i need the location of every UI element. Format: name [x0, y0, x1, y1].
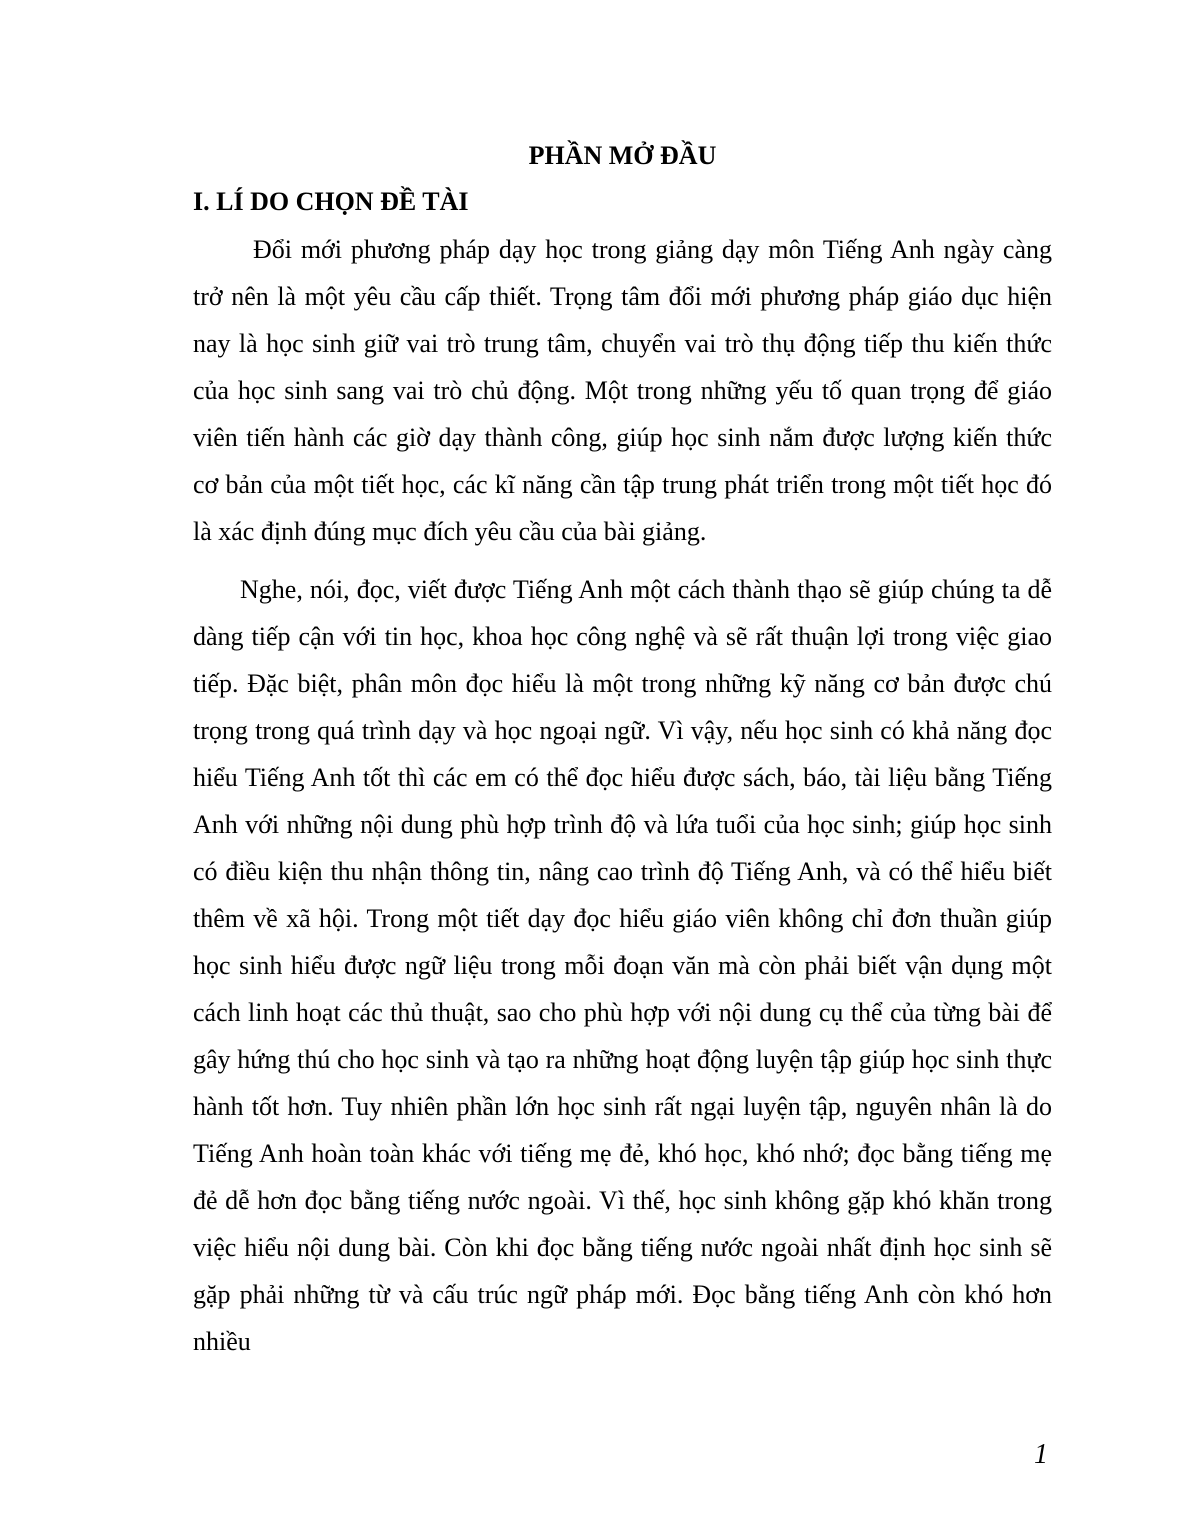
- paragraph-2: Nghe, nói, đọc, viết được Tiếng Anh một cách thành thạo sẽ giúp chúng ta dễ dàng tiếp cận với tin học, khoa học công nghệ và sẽ rất thuận lợi trong việc giao tiếp. Đặc biệt, phân môn đọc hiểu là một trong những kỹ năng cơ bản được chú trọng trong quá trình dạy và học ngoại ngữ. Vì vậy, nếu học sinh có khả năng đọc hiểu Tiếng Anh tốt thì các em có thể đọc hiểu được sách, báo, tài liệu bằng Tiếng Anh với những nội dung phù hợp trình độ và lứa tuổi của học sinh; giúp học sinh có điều kiện thu nhận thông tin, nâng cao trình độ Tiếng Anh, và có thể hiểu biết thêm về xã hội. Trong một tiết dạy đọc hiểu giáo viên không chỉ đơn thuần giúp học sinh hiểu được ngữ liệu trong mỗi đoạn văn mà còn phải biết vận dụng một cách linh hoạt các thủ thuật, sao cho phù hợp với nội dung cụ thể của từng bài để gây hứng thú cho học sinh và tạo ra những hoạt động luyện tập giúp học sinh thực hành tốt hơn. Tuy nhiên phần lớn học sinh rất ngại luyện tập, nguyên nhân là do Tiếng Anh hoàn toàn khác với tiếng mẹ đẻ, khó học, khó nhớ; đọc bằng tiếng mẹ đẻ dễ hơn đọc bằng tiếng nước ngoài. Vì thế, học sinh không gặp khó khăn trong việc hiểu nội dung bài. Còn khi đọc bằng tiếng nước ngoài nhất định học sinh sẽ gặp phải những từ và cấu trúc ngữ pháp mới. Đọc bằng tiếng Anh còn khó hơn nhiều: [193, 575, 1052, 1356]
- page-number: 1: [1034, 1439, 1048, 1470]
- section-heading: I. LÍ DO CHỌN ĐỀ TÀI: [193, 187, 469, 216]
- paragraph-1: Đổi mới phương pháp dạy học trong giảng dạy môn Tiếng Anh ngày càng trở nên là một yêu cầu cấp thiết. Trọng tâm đổi mới phương pháp giáo dục hiện nay là học sinh giữ vai trò trung tâm, chuyển vai trò thụ động tiếp thu kiến thức của học sinh sang vai trò chủ động. Một trong những yếu tố quan trọng để giáo viên tiến hành các giờ dạy thành công, giúp học sinh nắm được lượng kiến thức cơ bản của một tiết học, các kĩ năng cần tập trung phát triển trong một tiết học đó là xác định đúng mục đích yêu cầu của bài giảng.: [193, 235, 1052, 546]
- page-title: PHẦN MỞ ĐẦU: [528, 141, 717, 170]
